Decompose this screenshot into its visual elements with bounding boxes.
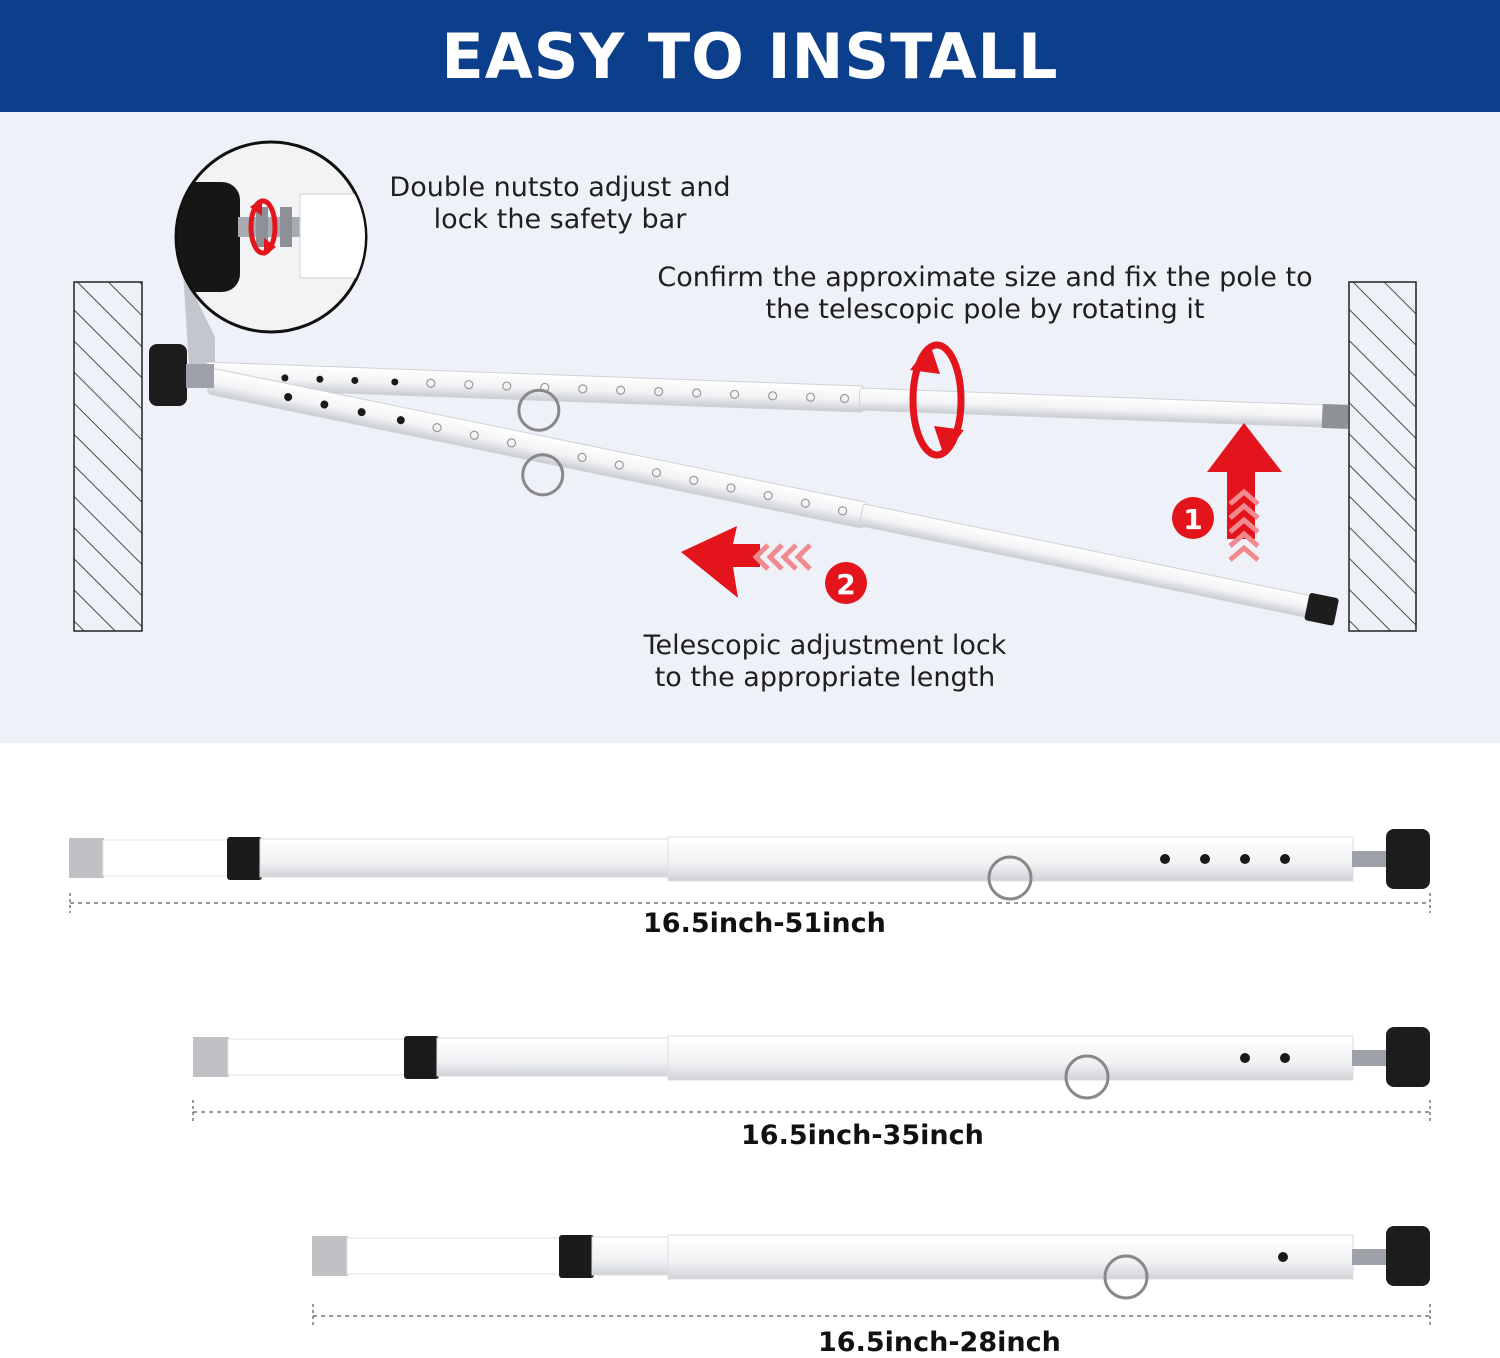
- size-label-35inch: 16.5inch-35inch: [741, 1120, 984, 1151]
- nuts-caption: Double nutsto adjust and lock the safety bar: [389, 172, 731, 235]
- up-arrow-icon: [1207, 423, 1282, 560]
- pole-35inch: [193, 1027, 1430, 1124]
- size-poles-diagram: [0, 743, 1500, 1358]
- left-wall: [74, 282, 142, 631]
- size-ranges: [0, 743, 1500, 1358]
- size-label-28inch: 16.5inch-28inch: [818, 1327, 1061, 1358]
- install-diagram-panel: [0, 112, 1500, 743]
- step-2-badge: [825, 562, 867, 604]
- rotate-caption: Confirm the approximate size and fix the pole to the telescopic pole by rotating it: [657, 262, 1313, 325]
- telescope-caption: Telescopic adjustment lock to the appropriate length: [643, 630, 1007, 693]
- pole-51inch: [69, 829, 1430, 913]
- step-1-label: 1: [1183, 503, 1203, 536]
- size-label-51inch: 16.5inch-51inch: [643, 908, 886, 939]
- pole-28inch: [312, 1226, 1430, 1328]
- nut-zoom-detail: [170, 142, 370, 332]
- step-1-badge: [1172, 497, 1214, 539]
- step-2-label: 2: [836, 568, 856, 601]
- left-arrow-icon: [681, 526, 810, 598]
- header-banner: [0, 0, 1500, 112]
- right-wall: [1349, 282, 1416, 631]
- page-title: EASY TO INSTALL: [441, 19, 1059, 93]
